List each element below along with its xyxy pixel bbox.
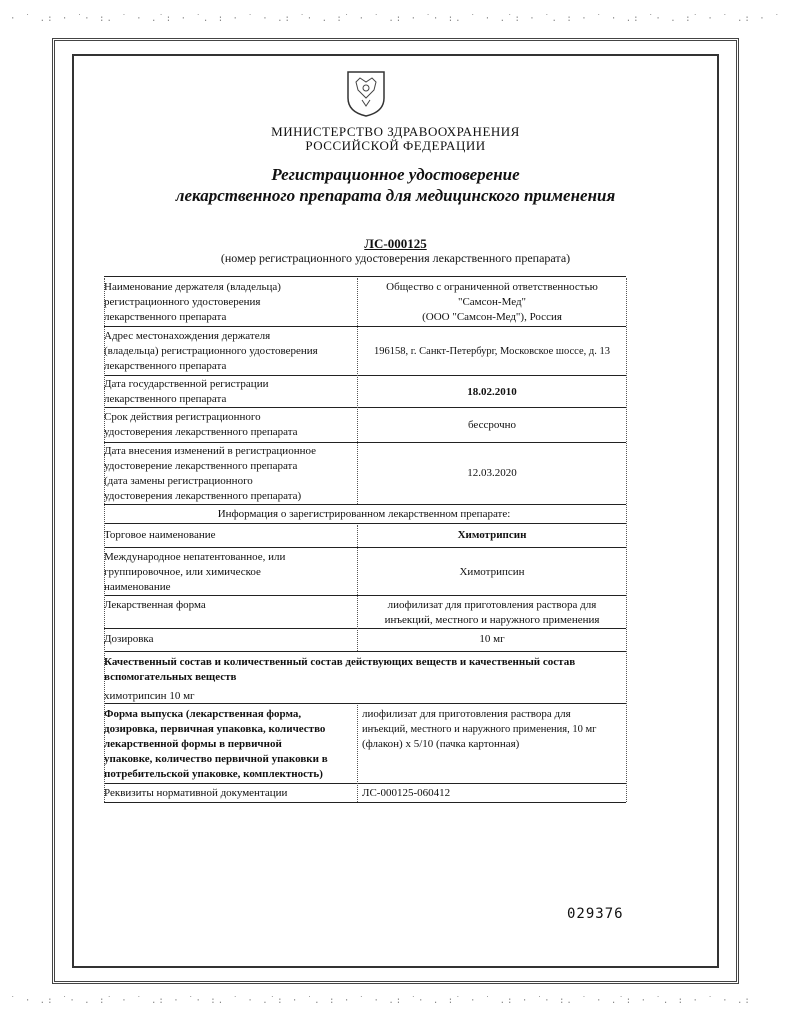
trade-name-value: Химотрипсин xyxy=(457,529,527,541)
holder-label xyxy=(104,280,281,325)
release-form-label-line: Форма выпуска (лекарственная форма, xyxy=(104,708,302,720)
scan-noise-top: · ˙ .: · ˙· :. ˙ · .˙: · ˙. : · ˙ · .: ˙· . :˙ · ˙ .: · ˙· :. ˙ · .˙: · ˙. : · ˙ · .: ˙· . :˙ · ˙ .: · ˙ xyxy=(10,14,782,24)
dosage-form-value xyxy=(360,598,624,628)
registration-date-label-line: лекарственного препарата xyxy=(104,393,227,405)
normative-value: ЛС-000125-060412 xyxy=(362,787,451,799)
document-title-line1: Регистрационное удостоверение xyxy=(271,165,520,184)
table-rule xyxy=(104,407,626,408)
changes-value: 12.03.2020 xyxy=(467,467,517,479)
document-title-line2: лекарственного препарата для медицинского применения xyxy=(175,186,616,205)
table-rule xyxy=(104,504,626,505)
changes-label-line: удостоверения лекарственного препарата) xyxy=(104,490,302,502)
registration-date-value: 18.02.2010 xyxy=(467,386,517,398)
table-rule xyxy=(104,276,626,277)
table-rule xyxy=(104,375,626,376)
release-form-value-line: (флакон) х 5/10 (пачка картонная) xyxy=(362,738,520,750)
dosage-label: Дозировка xyxy=(104,633,154,645)
holder-label-line: регистрационного удостоверения xyxy=(104,296,261,308)
release-form-value-line: лиофилизат для приготовления раствора для xyxy=(362,708,571,720)
composition-row xyxy=(104,655,624,704)
registration-date-label-line: Дата государственной регистрации xyxy=(104,378,269,390)
composition-label-line: Качественный состав и количественный состав действующих веществ и качественный состав xyxy=(104,656,576,668)
table-rule xyxy=(104,595,626,596)
table-divider xyxy=(357,705,358,802)
address-label-line: (владельца) регистрационного удостоверения xyxy=(104,345,318,357)
registration-date-label xyxy=(104,377,268,407)
release-form-label xyxy=(104,707,328,782)
validity-label xyxy=(104,410,298,440)
serial-number: 029376 xyxy=(567,906,624,922)
composition-label-line: вспомогательных веществ xyxy=(104,671,237,683)
trade-name-label: Торговое наименование xyxy=(104,529,216,541)
table-rule xyxy=(104,802,626,803)
release-form-value xyxy=(362,707,626,752)
inn-label-line: наименование xyxy=(104,581,171,593)
validity-label-line: Срок действия регистрационного xyxy=(104,411,261,423)
dosage-form-value-line: лиофилизат для приготовления раствора для xyxy=(387,599,597,611)
holder-label-line: Наименование держателя (владельца) xyxy=(104,281,281,293)
release-form-label-line: лекарственной формы в первичной xyxy=(104,738,282,750)
dosage-value: 10 мг xyxy=(479,633,505,645)
composition-value: химотрипсин 10 мг xyxy=(104,690,195,702)
table-rule xyxy=(104,783,626,784)
address-label-line: лекарственного препарата xyxy=(104,360,227,372)
release-form-value-line: инъекций, местного и наружного применения, 10 мг xyxy=(362,724,597,735)
holder-value-line: Общество с ограниченной ответственностью xyxy=(386,281,598,293)
release-form-label-line: потребительской упаковке, комплектность) xyxy=(104,768,323,780)
holder-row xyxy=(104,280,624,325)
holder-value xyxy=(360,280,624,325)
info-header: Информация о зарегистрированном лекарственном препарате: xyxy=(217,508,511,520)
table-rule xyxy=(104,547,626,548)
ministry-name-line2: РОССИЙСКОЙ ФЕДЕРАЦИИ xyxy=(305,138,486,153)
address-label-line: Адрес местонахождения держателя xyxy=(104,330,271,342)
table-edge-right xyxy=(626,278,627,802)
holder-value-line: "Самсон-Мед" xyxy=(457,296,527,308)
table-rule xyxy=(104,326,626,327)
coat-of-arms-emblem xyxy=(344,68,388,118)
table-rule xyxy=(104,523,626,524)
inn-label-line: Международное непатентованное, или xyxy=(104,551,286,563)
changes-label xyxy=(104,444,316,504)
inn-label-line: группировочное, или химическое xyxy=(104,566,261,578)
dosage-form-label: Лекарственная форма xyxy=(104,599,206,611)
validity-label-line: удостоверения лекарственного препарата xyxy=(104,426,298,438)
validity-value: бессрочно xyxy=(467,419,516,431)
release-form-label-line: дозировка, первичная упаковка, количество xyxy=(104,723,326,735)
release-form-label-line: упаковке, количество первичной упаковки в xyxy=(104,753,328,765)
scan-noise-bottom: ˙ · .: ˙· . :˙ · ˙ .: · ˙· :. ˙ · .˙: · ˙. : · ˙ · .: ˙· . :˙ · ˙ .: · ˙· :. ˙ · .˙: · ˙. : · ˙ · .: xyxy=(10,996,752,1006)
normative-label: Реквизиты нормативной документации xyxy=(104,787,288,799)
inn-label xyxy=(104,550,285,595)
table-rule xyxy=(104,442,626,443)
ministry-name-line1: МИНИСТЕРСТВО ЗДРАВООХРАНЕНИЯ xyxy=(271,124,520,139)
inn-value: Химотрипсин xyxy=(459,566,525,578)
registration-number: ЛС-000125 xyxy=(364,236,427,251)
table-rule xyxy=(104,651,626,652)
changes-label-line: (дата замены регистрационного xyxy=(104,475,253,487)
dosage-form-value-line: инъекций, местного и наружного применения xyxy=(384,614,600,626)
holder-value-line: (ООО "Самсон-Мед"), Россия xyxy=(422,311,562,323)
table-divider xyxy=(357,525,358,651)
holder-label-line: лекарственного препарата xyxy=(104,311,227,323)
address-label xyxy=(104,329,318,374)
registration-number-caption: (номер регистрационного удостоверения лекарственного препарата) xyxy=(220,251,571,265)
address-value: 196158, г. Санкт-Петербург, Московское шоссе, д. 13 xyxy=(374,346,610,357)
table-rule xyxy=(104,628,626,629)
changes-label-line: Дата внесения изменений в регистрационное xyxy=(104,445,316,457)
changes-label-line: удостоверение лекарственного препарата xyxy=(104,460,298,472)
